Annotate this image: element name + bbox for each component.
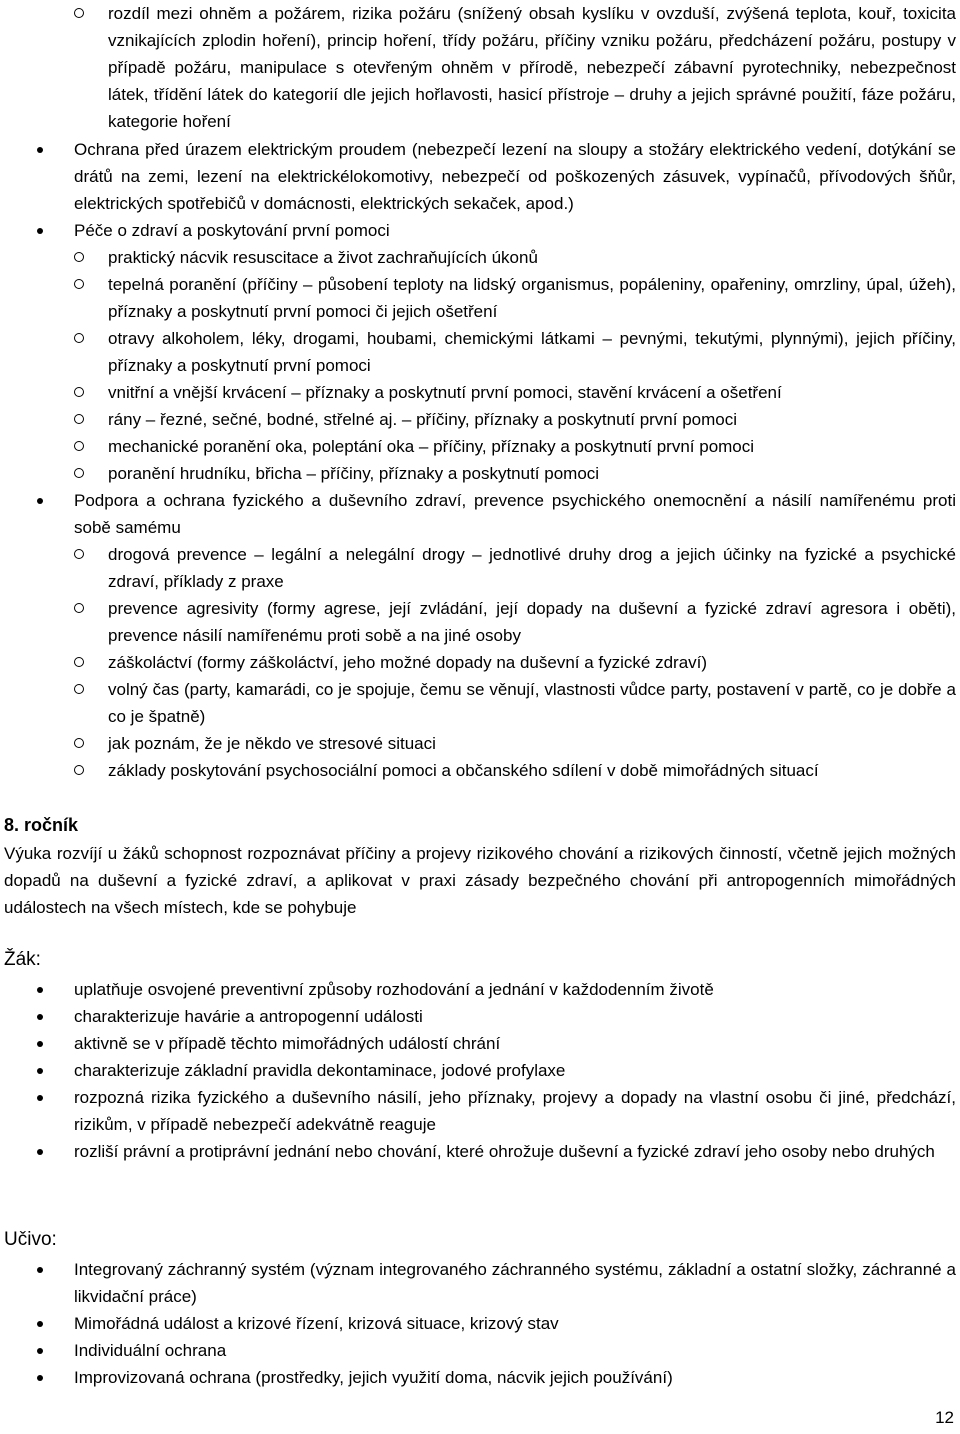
list-item: poranění hrudníku, břicha – příčiny, příznaky a poskytnutí pomoci <box>108 464 600 483</box>
list-item: rozliší právní a protiprávní jednání nebo chování, které ohrožuje duševní a fyzické zdraví jeho osoby nebo druhých <box>74 1142 935 1161</box>
bullet-icon <box>37 1149 43 1155</box>
list-item: uplatňuje osvojené preventivní způsoby rozhodování a jednání v každodenním životě <box>74 980 714 999</box>
list-item: rozpozná rizika fyzického a duševního násilí, jeho příznaky, projevy a dopady na vlastní osobu či jiné, předchází, rizikům, v případě nebezpečí adekvátně reaguje <box>74 1088 956 1134</box>
bullet-icon <box>37 1267 43 1273</box>
list-item: charakterizuje havárie a antropogenní události <box>74 1007 423 1026</box>
circle-bullet-icon <box>74 441 84 451</box>
bullet-icon <box>37 1068 43 1074</box>
list-item: základy poskytování psychosociální pomoci a občanského sdílení v době mimořádných situací <box>108 761 819 780</box>
bullet-icon <box>37 1348 43 1354</box>
list-item: Improvizovaná ochrana (prostředky, jejich využití doma, nácvik jejich používání) <box>74 1368 673 1387</box>
pupil-heading: Žák: <box>4 949 41 970</box>
list-item: Podpora a ochrana fyzického a duševního zdraví, prevence psychického onemocnění a násilí namířenému proti sobě samému <box>74 491 956 537</box>
curriculum-heading: Učivo: <box>4 1229 57 1250</box>
list-item: Integrovaný záchranný systém (význam integrovaného záchranného systému, základní a ostatní složky, záchranné a likvidační práce) <box>74 1260 956 1306</box>
circle-bullet-icon <box>74 549 84 559</box>
list-item: jak poznám, že je někdo ve stresové situaci <box>108 734 436 753</box>
circle-bullet-icon <box>74 279 84 289</box>
list-item: rány – řezné, sečné, bodné, střelné aj. – příčiny, příznaky a poskytnutí první pomoci <box>108 410 738 429</box>
list-item: otravy alkoholem, léky, drogami, houbami, chemickými látkami – pevnými, tekutými, plynnými), jejich příčiny, příznaky a poskytnutí první pomoci <box>108 329 956 375</box>
list-item: Péče o zdraví a poskytování první pomoci <box>74 221 390 240</box>
list-item: charakterizuje základní pravidla dekontaminace, jodové profylaxe <box>74 1061 566 1080</box>
circle-bullet-icon <box>74 414 84 424</box>
page-number: 12 <box>935 1408 954 1427</box>
bullet-icon <box>37 1014 43 1020</box>
list-item: záškoláctví (formy záškoláctví, jeho možné dopady na duševní a fyzické zdraví) <box>108 653 708 672</box>
list-item: prevence agresivity (formy agrese, její zvládání, její dopady na duševní a fyzické zdraví agresora i oběti), prevence násilí namířenému proti sobě a na jiné osoby <box>108 599 956 645</box>
list-item: rozdíl mezi ohněm a požárem, rizika požáru (snížený obsah kyslíku v ovzduší, zvýšená teplota, kouř, toxicita vznikajících zplodin hoření), princip hoření, třídy požáru, příčiny vzniku požáru, předcházení požáru, postupy v případě požáru, manipulace s otevřeným ohněm v přírodě, nebezpečí zábavní pyrotechniky, nebezpečnost látek, třídění látek do kategorií dle jejich hořlavosti, hasicí přístroje – druhy a jejich správné použití, fáze požáru, kategorie hoření <box>108 4 956 131</box>
list-item: tepelná poranění (příčiny – působení teploty na lidský organismus, popáleniny, opařeniny, omrzliny, úpal, úžeh), příznaky a poskytnutí první pomoci či jejich ošetření <box>108 275 956 321</box>
bullet-icon <box>37 147 43 153</box>
bullet-icon <box>37 1041 43 1047</box>
grade-heading: 8. ročník <box>4 815 79 835</box>
bullet-icon <box>37 498 43 504</box>
circle-bullet-icon <box>74 765 84 775</box>
bullet-icon <box>37 1095 43 1101</box>
list-item: aktivně se v případě těchto mimořádných událostí chrání <box>74 1034 501 1053</box>
circle-bullet-icon <box>74 252 84 262</box>
list-item: praktický nácvik resuscitace a život zachraňujících úkonů <box>108 248 538 267</box>
circle-bullet-icon <box>74 603 84 613</box>
intro-paragraph: Výuka rozvíjí u žáků schopnost rozpoznávat příčiny a projevy rizikového chování a rizikových činností, včetně jejich možných dopadů na duševní a fyzické zdraví, a aplikovat v praxi zásady bezpečného chování při antropogenních mimořádných událostech na všech místech, kde se pohybuje <box>4 844 956 917</box>
list-item: drogová prevence – legální a nelegální drogy – jednotlivé druhy drog a jejich účinky na fyzické a psychické zdraví, příklady z praxe <box>108 545 956 591</box>
list-item: Individuální ochrana <box>74 1341 227 1360</box>
list-item: volný čas (party, kamarádi, co je spojuje, čemu se věnují, vlastnosti vůdce party, postavení v partě, co je dobře a co je špatně) <box>108 680 956 726</box>
circle-bullet-icon <box>74 8 84 18</box>
circle-bullet-icon <box>74 684 84 694</box>
list-item: Ochrana před úrazem elektrickým proudem (nebezpečí lezení na sloupy a stožáry elektrického vedení, dotýkání se drátů na zemi, lezení na elektrickélokomotivy, nebezpečí od poškozených zásuvek, vypínačů, přívodových šňůr, elektrických spotřebičů v domácnosti, elektrických sekaček, apod.) <box>74 140 956 213</box>
circle-bullet-icon <box>74 468 84 478</box>
circle-bullet-icon <box>74 387 84 397</box>
circle-bullet-icon <box>74 738 84 748</box>
bullet-icon <box>37 228 43 234</box>
bullet-icon <box>37 1375 43 1381</box>
list-item: vnitřní a vnější krvácení – příznaky a poskytnutí první pomoci, stavění krvácení a ošetření <box>108 383 782 402</box>
list-item: Mimořádná událost a krizové řízení, krizová situace, krizový stav <box>74 1314 559 1333</box>
bullet-icon <box>37 987 43 993</box>
bullet-icon <box>37 1321 43 1327</box>
circle-bullet-icon <box>74 333 84 343</box>
circle-bullet-icon <box>74 657 84 667</box>
list-item: mechanické poranění oka, poleptání oka – příčiny, příznaky a poskytnutí první pomoci <box>108 437 755 456</box>
